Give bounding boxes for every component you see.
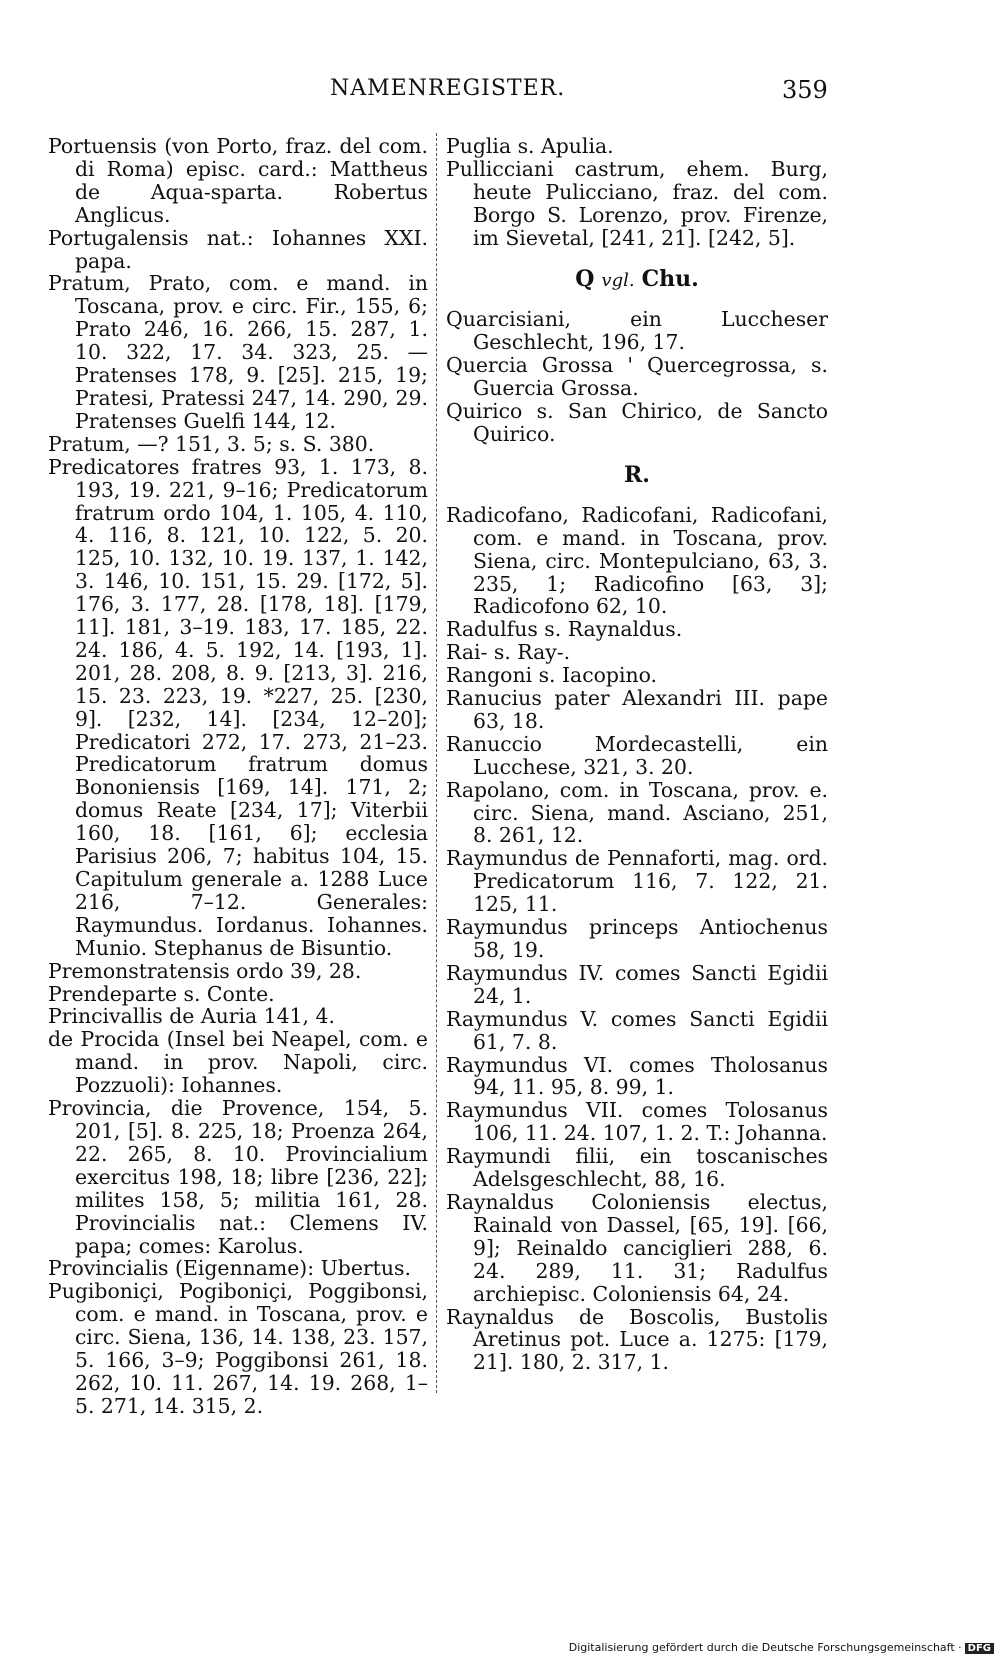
index-entry: Rapolano, com. in Toscana, prov. e. circ. Siena, mand. Asciano, 251, 8. 261, 12. (446, 777, 828, 848)
index-entry: Raymundus IV. comes Sancti Egidii 24, 1. (446, 960, 828, 1008)
index-entry: Princivallis de Auria 141, 4. (48, 1004, 335, 1029)
index-entry: Raymundus VII. comes Tolosanus 106, 11. 24. 107, 1. 2. T.: Johanna. (446, 1098, 828, 1146)
index-entry: Rangoni s. Iacopino. (446, 663, 658, 688)
index-entry: Rai- s. Ray-. (446, 640, 571, 665)
section-letter: R. (624, 461, 650, 488)
index-entry: Raymundus V. comes Sancti Egidii 61, 7. 8. (446, 1006, 828, 1054)
index-entry: Provincialis (Eigenname): Ubertus. (48, 1256, 411, 1281)
index-entry: Pratum, —? 151, 3. 5; s. S. 380. (48, 431, 375, 456)
section-reference: Chu. (641, 265, 699, 292)
index-entry: Portugalensis nat.: Iohannes XXI. papa. (48, 225, 428, 273)
section-letter: Q (575, 265, 595, 292)
digitization-credit (569, 1641, 994, 1654)
column-divider (436, 133, 437, 1393)
index-entry: Pratum, Prato, com. e mand. in Toscana, prov. e circ. Fir., 155, 6; Prato 246, 16. 266, 15. 287, 1. 10. 322, 17. 34. 323, 25. — Pratenses 178, 9. [25]. 215, 19; Pratesi, Pratessi 247, 14. 290, 29. Pratenses Guelfi 144, 12. (48, 271, 428, 433)
index-entry: Radulfus s. Raynaldus. (446, 617, 683, 642)
index-entry: Predicatores fratres 93, 1. 173, 8. 193, 19. 221, 9–16; Predicatorum fratrum ordo 104, 1. 105, 4. 110, 4. 116, 8. 121, 10. 122, 5. 20. 125, 10. 132, 10. 19. 137, 1. 142, 3. 146, 10. 151, 15. 29. [172, 5]. 176, 3. 177, 28. [178, 18]. [179, 11]. 181, 3–19. 183, 17. 185, 22. 24. 186, 4. 5. 192, 14. [193, 1]. 201, 28. 208, 8. 9. [213, 3]. 216, 15. 23. 223, 19. *227, 25. [230, 9]. [232, 14]. [234, 12–20]; Predicatori 272, 17. 273, 21–23. Predicatorum fratrum domus Bononiensis [169, 14]. 171, 2; domus Reate [234, 17]; Viterbii 160, 18. [161, 6]; ecclesia Parisius 206, 7; habitus 104, 15. Capitulum generale a. 1288 Luce 216, 7–12. Generales: Raymundus. Iordanus. Iohannes. Munio. Stephanus de Bisuntio. (48, 454, 428, 960)
index-entry: Raymundi filii, ein toscanisches Adelsgeschlecht, 88, 16. (446, 1144, 828, 1192)
index-entry: de Procida (Insel bei Neapel, com. e mand. in prov. Napoli, circ. Pozzuoli): Iohannes. (48, 1027, 428, 1098)
index-entry: Portuensis (von Porto, fraz. del com. di Roma) episc. card.: Mattheus de Aqua-sparta. Robertus Anglicus. (48, 134, 428, 227)
index-entry: Premonstratensis ordo 39, 28. (48, 958, 362, 983)
index-entry: Quarcisiani, ein Luccheser Geschlecht, 196, 17. (446, 307, 828, 355)
index-entry: Pullicciani castrum, ehem. Burg, heute Pulicciano, fraz. del com. Borgo S. Lorenzo, prov. Firenze, im Sievetal, [241, 21]. [242, 5]. (446, 156, 828, 250)
index-entry: Ranuccio Mordecastelli, ein Lucchese, 321, 3. 20. (446, 731, 828, 779)
index-entry: Quercia Grossa ' Quercegrossa, s. Guercia Grossa. (446, 353, 828, 401)
index-entry: Pugiboniçi, Pogiboniçi, Poggibonsi, com. e mand. in Toscana, prov. e circ. Siena, 136, 14. 138, 23. 157, 5. 166, 3–9; Poggibonsi 261, 18. 262, 10. 11. 267, 14. 19. 268, 1–5. 271, 14. 315, 2. (48, 1279, 428, 1418)
index-entry: Puglia s. Apulia. (446, 134, 614, 158)
section-heading-r (446, 461, 828, 488)
dfg-logo: DFG (965, 1643, 994, 1654)
left-column (48, 135, 428, 1418)
right-column (446, 135, 828, 1374)
section-note: vgl. (601, 269, 635, 291)
page-number: 359 (782, 76, 828, 104)
index-entry: Raymundus princeps Antiochenus 58, 19. (446, 915, 828, 962)
index-entry: Raynaldus de Boscolis, Bustolis Aretinus pot. Luce a. 1275: [179, 21]. 180, 2. 317, 1. (446, 1304, 828, 1375)
index-entry: Ranucius pater Alexandri III. pape 63, 18. (446, 686, 828, 733)
index-entry: Raymundus de Pennaforti, mag. ord. Predicatorum 116, 7. 122, 21. 125, 11. (446, 846, 828, 917)
index-entry: Raynaldus Coloniensis electus, Rainald von Dassel, [65, 19]. [66, 9]; Reinaldo canciglieri 288, 6. 24. 289, 11. 31; Radulfus archiepisc. Coloniensis 64, 24. (446, 1189, 828, 1306)
section-heading-q (446, 265, 828, 293)
credit-text: Digitalisierung gefördert durch die Deutsche Forschungsgemeinschaft · (568, 1641, 962, 1654)
index-entry: Radicofano, Radicofani, Radicofani, com. e mand. in Toscana, prov. Siena, circ. Montepulciano, 63, 3. 235, 1; Radicofino [63, 3]; Radicofono 62, 10. (446, 502, 828, 619)
index-entry: Raymundus VI. comes Tholosanus 94, 11. 95, 8. 99, 1. (446, 1052, 828, 1100)
running-head: NAMENREGISTER. (330, 76, 566, 101)
index-entry: Provincia, die Provence, 154, 5. 201, [5]. 8. 225, 18; Proenza 264, 22. 265, 8. 10. Provincialium exercitus 198, 18; libre [236, 22]; milites 158, 5; militia 161, 28. Provincialis nat.: Clemens IV. papa; comes: Karolus. (48, 1096, 428, 1258)
index-entry: Prendeparte s. Conte. (48, 981, 275, 1006)
index-entry: Quirico s. San Chirico, de Sancto Quirico. (446, 399, 828, 446)
